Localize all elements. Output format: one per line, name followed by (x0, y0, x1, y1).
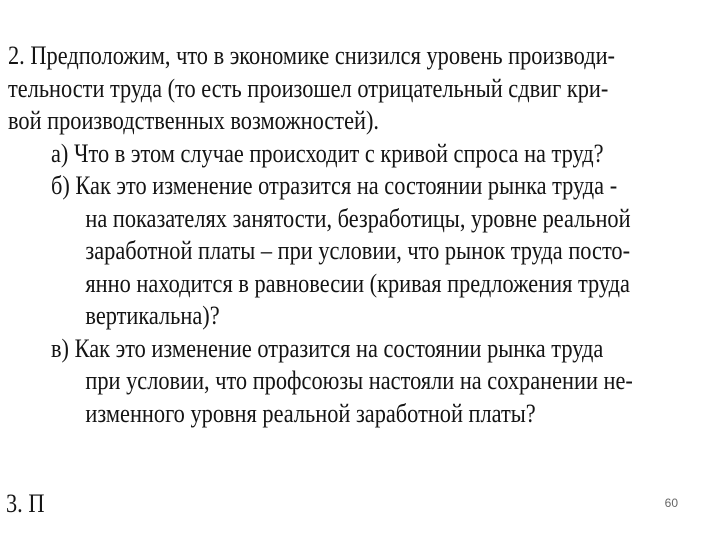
intro-line-1: 2. Предположим, что в экономике снизился уровень производи- (8, 41, 615, 70)
intro-line-3: вой производственных возможностей). (8, 106, 380, 135)
part-b-line-1: б) Как это изменение отразится на состоянии рынка труда - (51, 171, 618, 200)
part-c-line-1: в) Как это изменение отразится на состоянии рынка труда (51, 333, 604, 363)
cut-off-next-question: 3. П (6, 489, 45, 518)
part-a-line-1: а) Что в этом случае происходит с кривой спроса на труд? (51, 138, 604, 168)
part-c-line-2: при условии, что профсоюзы настояли на сохранении не- (85, 366, 633, 395)
part-c-line-3: изменного уровня реальной заработной платы? (85, 398, 536, 428)
part-b-line-2: на показателях занятости, безработицы, уровне реальной (85, 203, 631, 233)
part-b-line-3: заработной платы – при условии, что рынок труда посто- (85, 236, 631, 265)
part-b-line-5: вертикальна)? (85, 301, 220, 330)
intro-line-2: тельности труда (то есть произошел отрицательный сдвиг кри- (8, 73, 609, 103)
part-b-line-4: янно находится в равновесии (кривая предложения труда (85, 268, 630, 298)
page-number: 60 (664, 496, 678, 510)
scanned-text-block (8, 40, 633, 430)
